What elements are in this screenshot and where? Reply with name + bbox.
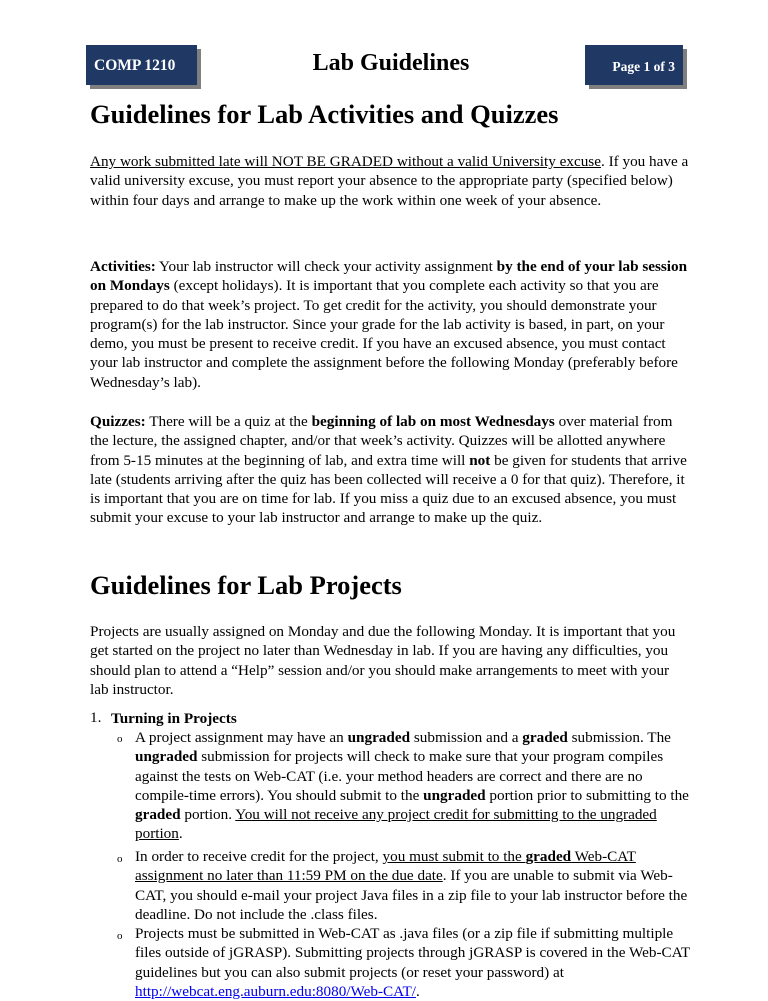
quizzes-text-cont: over material from the lecture, the assigned chapter, and/or that week’s activity. Quizzes will be allotted anywhere from 5-15 minutes at the beginning of lab, and extra time will [90, 413, 673, 469]
section-heading-projects: Guidelines for Lab Projects [90, 570, 402, 600]
late-policy-text: . If you have a valid university excuse, you must report your absence to the appropriate party (specified below) within four days and arrange to make up the work within one week of your absence. [90, 153, 689, 209]
list-item-number: 1. [90, 709, 102, 726]
bullet-icon: o [117, 733, 123, 745]
quizzes-timing: beginning of lab on most Wednesdays [311, 413, 555, 430]
bullet-text: submission for projects will check to make sure that your program compiles against the tests on Web-CAT (i.e. your method headers are correct and there are no compile-time errors). You should submit to the [135, 748, 664, 804]
activities-text: Your lab instructor will check your activity assignment [155, 258, 497, 275]
bullet-text: . [415, 982, 420, 1000]
bullet-icon: o [117, 853, 123, 865]
course-code-box [86, 45, 197, 85]
bullet-text: . If you are unable to submit via Web-CAT, you should e-mail your project Java files in a zip file to your lab instructor before the deadline. Do not include the .class files. [135, 867, 688, 923]
course-code: COMP 1210 [94, 57, 176, 74]
ungraded-term: ungraded [135, 748, 198, 766]
quizzes-text: There will be a quiz at the [145, 413, 312, 430]
bullet-text: submission and a [410, 729, 523, 746]
bullet-graded-deadline [135, 847, 695, 924]
ungraded-term: ungraded [423, 786, 486, 804]
late-policy-paragraph [90, 152, 690, 210]
bullet-text: submission. The [567, 729, 671, 746]
graded-term: graded [525, 848, 572, 865]
bullet-text: portion prior to submitting to the [485, 786, 689, 804]
bullet-text: A project assignment may have an [135, 729, 348, 746]
quizzes-not-emphasis: not [469, 451, 491, 469]
deadline-underlined: you must submit to the [382, 848, 526, 865]
bullet-text: portion. [180, 806, 236, 824]
deadline-underlined: Web-CAT assignment no later than 11:59 PM on the due date [135, 848, 636, 885]
ungraded-term: ungraded [347, 729, 411, 746]
activities-label: Activities: [90, 258, 156, 275]
header-title: Lab Guidelines [312, 50, 470, 76]
bullet-text: Projects must be submitted in Web-CAT as .java files (or a zip file if submitting multiple files outside of jGRASP). Submitting projects through jGRASP is covered in the Web-CAT guidelines but you can also submit projects (or reset your password) at [135, 925, 690, 981]
section-heading-activities-quizzes: Guidelines for Lab Activities and Quizzes [90, 99, 559, 129]
projects-intro-paragraph: Projects are usually assigned on Monday and due the following Monday. It is important that you get started on the project no later than Wednesday in lab. If you are having any difficulties, you should plan to attend a “Help” session and/or you should make arrangements to meet with your lab instructor. [90, 623, 676, 698]
quizzes-text-end: be given for students that arrive late (students arriving after the quiz has been collected will receive a 0 for that quiz). Therefore, it is important that you are on time for lab. If you miss a quiz due to an excused absence, you must submit your excuse to your lab instructor and arrange to make up the quiz. [90, 451, 687, 527]
activities-paragraph [90, 257, 690, 392]
list-item-title: Turning in Projects [111, 710, 237, 727]
bullet-submission-format [135, 924, 695, 1001]
quizzes-label: Quizzes: [90, 413, 146, 430]
page-number: Page 1 of 3 [612, 59, 675, 74]
graded-term: graded [522, 729, 568, 746]
bullet-text: In order to receive credit for the project, [135, 848, 383, 865]
no-credit-warning: You will not receive any project credit for submitting to the ungraded portion [135, 806, 657, 843]
page-number-box [585, 45, 683, 85]
quizzes-paragraph [90, 412, 690, 528]
bullet-text: . [178, 825, 183, 843]
bullet-icon: o [117, 930, 123, 942]
late-policy-emphasis: Any work submitted late will NOT BE GRADED without a valid University excuse [90, 153, 601, 170]
webcat-link[interactable]: http://webcat.eng.auburn.edu:8080/Web-CAT/ [135, 982, 416, 1000]
activities-text-cont: (except holidays). It is important that you complete each activity so that you are prepared to do that week’s project. To get credit for the activity, you should demonstrate your program(s) for the lab instructor. Since your grade for the lab activity is based, in part, on your demo, you must be present to receive credit. If you have an excused absence, you must contact your lab instructor and complete the assignment before the following Monday (preferably before Wednesday’s lab). [90, 277, 678, 391]
activities-deadline: by the end of your lab session on Mondays [90, 258, 688, 295]
bullet-ungraded-submission [135, 728, 695, 844]
graded-term: graded [135, 806, 181, 824]
